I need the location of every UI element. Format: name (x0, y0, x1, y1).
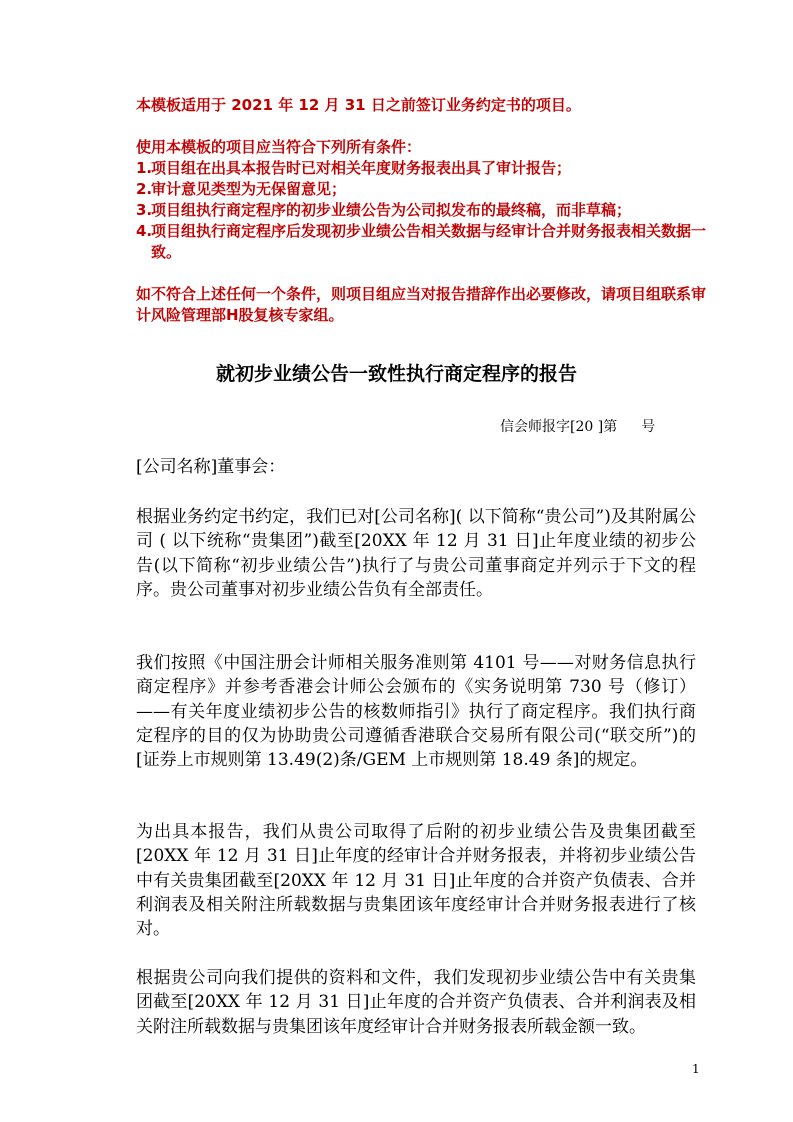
reference-suffix: 号 (641, 419, 656, 435)
salutation: [公司名称]董事会： (136, 457, 286, 477)
paragraph-engagement: 根据业务约定书约定，我们已对[公司名称]( 以下简称“贵公司”)及其附属公司 ( 以下统称“贵集团”)截至[20XX 年 12 月 31 日]止年度业绩的初步公告(以下简称“初步业绩公告”)执行了与贵公司董事商定并列示于下文的程序。贵公司董事对初步业绩公告负有全部责任。 (136, 507, 696, 600)
paragraph-procedures: 为出具本报告，我们从贵公司取得了后附的初步业绩公告及贵集团截至[20XX 年 12 月 31 日]止年度的经审计合并财务报表，并将初步业绩公告中有关贵集团截至[20XX 年 12 月 31 日]止年度的合并资产负债表、合并利润表及相关附注所载数据与贵集团该年度经审计合并财务报表进行了核对。 (136, 822, 696, 940)
notice-condition: 2. 审计意见类型为无保留意见； (136, 180, 347, 198)
notice-condition: 4. 项目组执行商定程序后发现初步业绩公告相关数据与经审计合并财务报表相关数据一致。 (136, 222, 707, 261)
report-title: 就初步业绩公告一致性执行商定程序的报告 (215, 363, 577, 385)
notice-condition: 1. 项目组在出具本报告时已对相关年度财务报表出具了审计报告； (136, 159, 572, 177)
paragraph-findings: 根据贵公司向我们提供的资料和文件，我们发现初步业绩公告中有关贵集团截至[20XX 年 12 月 31 日]止年度的合并资产负债表、合并利润表及相关附注所载数据与贵集团该年度经审计合并财务报表所载金额一致。 (136, 968, 696, 1037)
notice-applicability: 本模板适用于 2021 年 12 月 31 日之前签订业务约定书的项目。 (136, 96, 581, 114)
paragraph-standards: 我们按照《中国注册会计师相关服务准则第 4101 号——对财务信息执行商定程序》并参考香港会计师公会颁布的《实务说明第 730 号（修订）——有关年度业绩初步公告的核数师指引》执行了商定程序。我们执行商定程序的目的仅为协助贵公司遵循香港联合交易所有限公司(“联交所”)的[证券上市规则第 13.49(2)条/GEM 上市规则第 18.49 条]的规定。 (136, 653, 696, 771)
report-reference-number (500, 416, 655, 436)
notice-conditions-intro: 使用本模板的项目应当符合下列所有条件： (136, 138, 422, 156)
page-number: 1 (692, 1062, 700, 1076)
notice-conditions-list (136, 158, 706, 263)
template-notice (136, 95, 706, 326)
notice-non-compliance: 如不符合上述任何一个条件，则项目组应当对报告措辞作出必要修改，请项目组联系审计风险管理部H股复核专家组。 (136, 285, 707, 324)
reference-prefix: 信会师报字[20 ]第 (500, 419, 618, 435)
notice-condition: 3. 项目组执行商定程序的初步业绩公告为公司拟发布的最终稿，而非草稿； (136, 201, 632, 219)
